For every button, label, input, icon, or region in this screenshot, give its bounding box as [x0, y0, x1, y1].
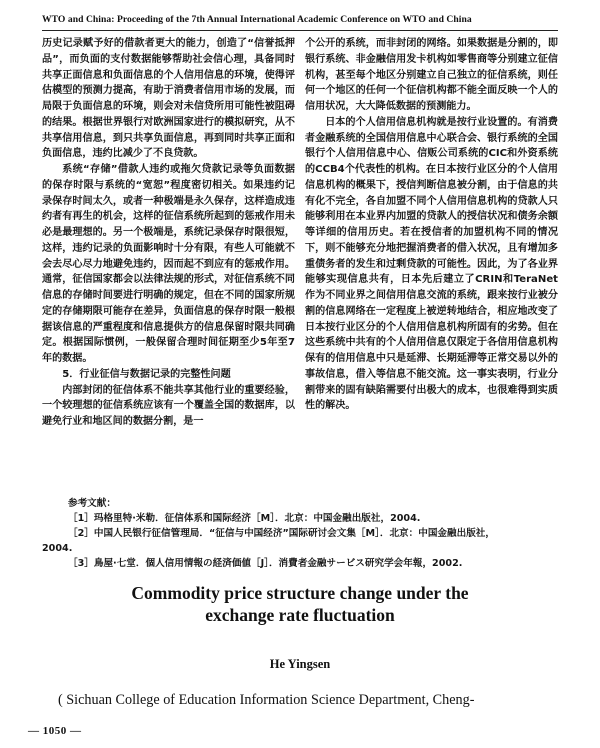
- left-column: [42, 36, 295, 430]
- body-paragraph: 历史记录赋予好的借款者更大的能力，创造了“信誉抵押品”，而负面的支付数据能够帮助社会信心理，具备同时共享正面信息和负面信息的个人信用信息的环境，使得评估模型的预测力提高，有助于消费者信用市场的发展，而局限于负面信息的环境，则会对未信贷所用可能性被阻碍的结果。根据世界银行对欧洲国家进行的模拟研究，从不共享信用信息，到只共享负面信息，再到同时共享正面和负面信息，违约比减少了不良贷款。: [42, 38, 295, 160]
- reference-item: ［2］中国人民银行征信管理局．“征信与中国经济”国际研讨会文集［M］．北京：中国金融出版社，: [68, 528, 495, 539]
- body-paragraph: 日本的个人信用信息机构就是按行业设置的。有消费者金融系统的全国信用信息中心联合会、银行系统的全国银行个人信用信息中心、信贩公司系统的CIC和外资系统的CCB4个代表性的机构。在日本按行业区分的个人信用信息机构的概果下，授信判断信息被分割，由于信息的共有化不完全，各自加盟不同个人信用信息机构的贷款人只能够利用在本业界内加盟的贷款人的授信状况和债务余额等详细的信用历史。若在授信者的加盟机构不同的情况下，则不能够充分地把握消费者的借入状况，且有增加多重债务者的发生和过剩贷款的可能性。因此，为了各业界能够实现信息共有，日本先后建立了CRIN和TeraNet作为不同业界之间信用信息交流的系统，跟来按行业被分割的信息网络在一定程度上被逆转地结合，相应地改变了日本按行业区分的个人信用信息机构所固有的劣势。但在这些系统中共有的个人信用信息仅限定于各信用信息机构保有的信用信息中只是延滞、长期延滞等正常交易以外的事故信息，借入等信息不能交流。这一事实表明，行业分割带来的固有缺陷需要付出极大的成本，也很难得到实质性的解决。: [305, 116, 558, 412]
- article-title-line: exchange rate fluctuation: [205, 605, 395, 625]
- article-author: He Yingsen: [269, 657, 331, 671]
- body-paragraph: 系统“存储”借款人违约或拖欠贷款记录等负面数据的保存时限与系统的“宽恕”程度密切相关。如果违约记录保存时间太久，或者一种极端是永久保存，这样造成违约者有再生的机会，这样的征信系统所起到的惩戒作用未必是最理想的。另一个极端是，系统记录保存时限很短，这样，违约记录的负面影响时十分有限，有些人可能就不会去尽心尽力地避免违约，因而起不到应有的惩戒作用。通常，征信国家都会以法律法规的形式，对征信系统不同信息的存储时间要进行明确的规定，但在不同的国家所规定的存储期限可能存在差异，负面信息的保存时限一般根据该信息的严重程度和信息提供方的信息保留时限共同确定。根据国际惯例，一般保留合理时间征期至少5年至7年的数据。: [42, 164, 295, 364]
- right-column: [305, 36, 558, 414]
- article-affiliation: ( Sichuan College of Education Information Science Department, Cheng-: [58, 692, 475, 708]
- section-heading: 5．行业征信与数据记录的完整性问题: [62, 368, 231, 380]
- page-number: — 1050 —: [28, 725, 82, 737]
- article-title-line: Commodity price structure change under the: [131, 583, 469, 603]
- references-label: 参考文献：: [68, 498, 116, 509]
- reference-item-continuation: 2004.: [42, 543, 73, 554]
- body-paragraph: 个公开的系统，而非封闭的网络。如果数据是分割的，即银行系统、非金融信用发卡机构如零售商等分别建立征信机构，甚至每个地区分别建立自己独立的征信系统，则任何一个地区的任何一个征信机构都不能全面反映一个人的信用状况，大大降低数据的预测能力。: [305, 38, 558, 112]
- running-head: WTO and China: Proceeding of the 7th Annual International Academic Conference on WTO and China: [42, 14, 472, 25]
- reference-item: ［1］玛格里特·米勒．征信体系和国际经济［M］．北京：中国金融出版社，2004.: [68, 513, 421, 524]
- reference-item: ［3］鳥屋·七堂．個人信用情報の経済価値［J］．消費者金融サービス研究学会年報，2002.: [68, 558, 463, 569]
- article-title: [42, 582, 558, 626]
- body-paragraph: 内部封闭的征信体系不能共享其他行业的重要经验，一个较理想的征信系统应该有一个覆盖全国的数据库，以避免行业和地区间的数据分割，是一: [42, 384, 295, 427]
- header-rule: [42, 30, 558, 31]
- references: [42, 496, 558, 571]
